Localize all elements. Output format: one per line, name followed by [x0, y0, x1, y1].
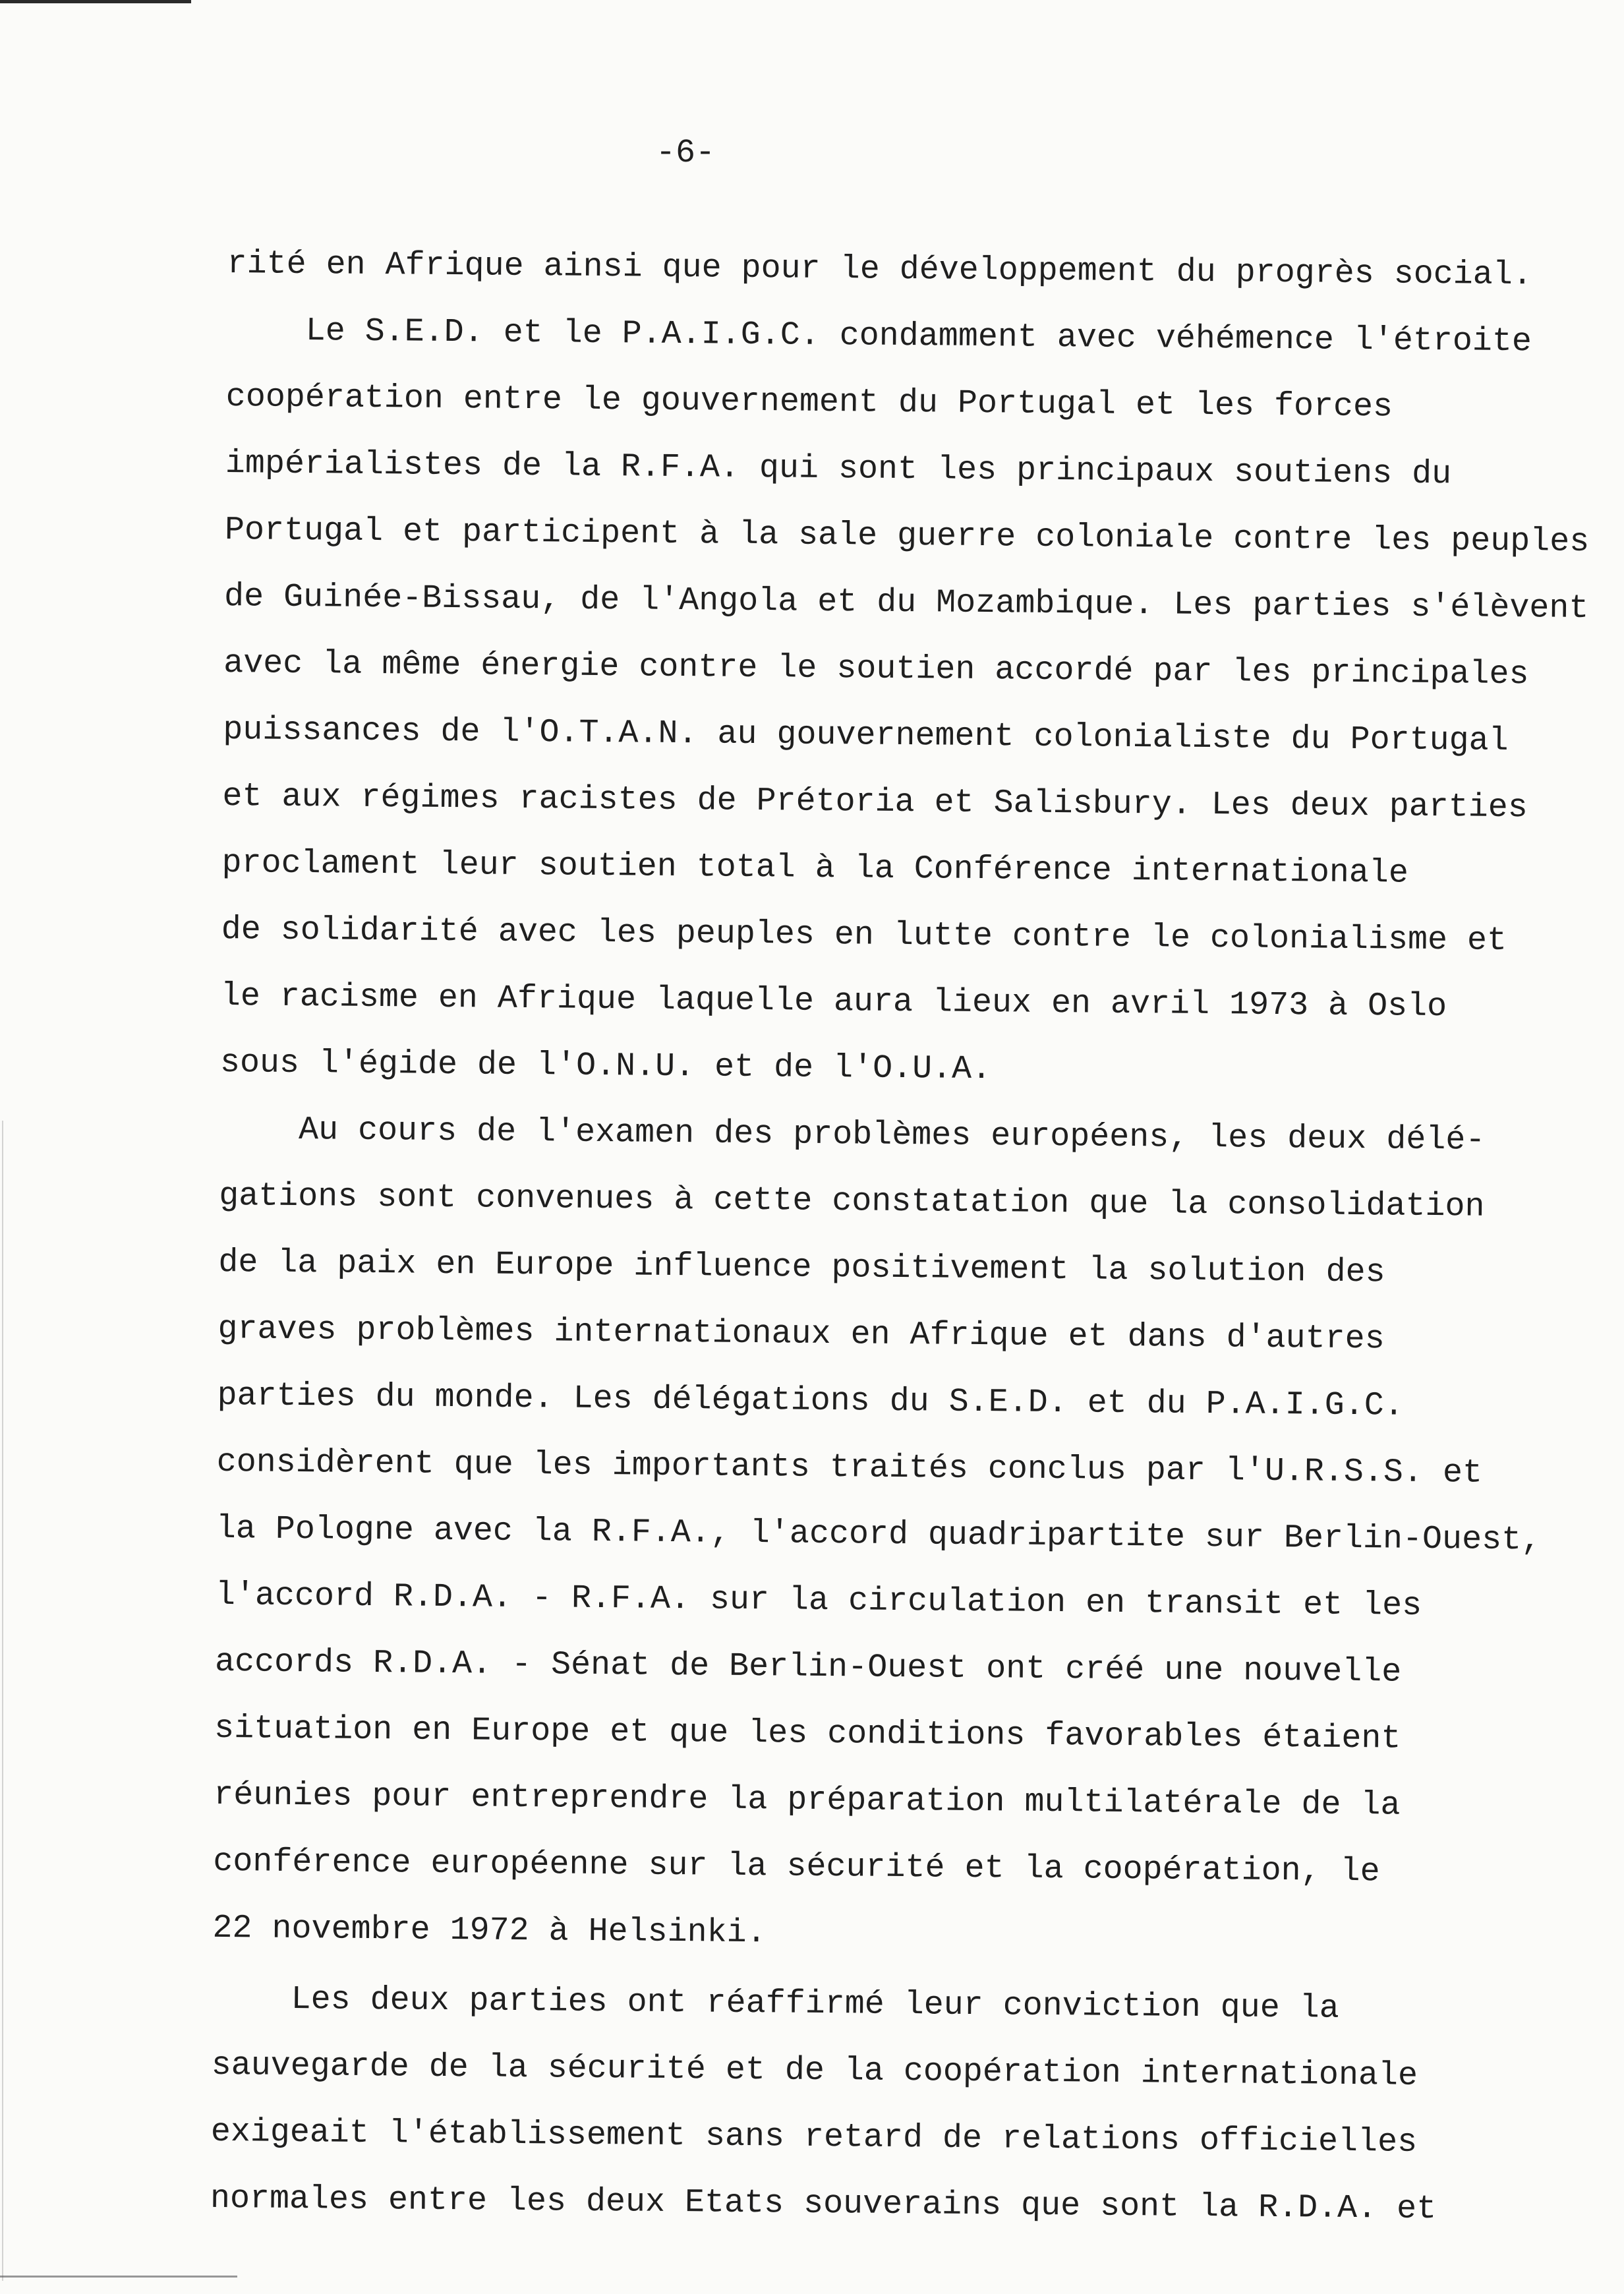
text-line: Le S.E.D. et le P.A.I.G.C. condamment avec véhémence l'étroite	[305, 312, 1532, 361]
text-line: accords R.D.A. - Sénat de Berlin-Ouest ont créé une nouvelle	[214, 1643, 1402, 1691]
scan-edge-bottom	[0, 2276, 237, 2278]
text-line: impérialistes de la R.F.A. qui sont les principaux soutiens du	[225, 444, 1452, 494]
body-text	[210, 231, 1598, 2244]
page-number: -6-	[656, 134, 716, 172]
text-line: coopération entre le gouvernement du Portugal et les forces	[225, 378, 1393, 426]
text-line: de solidarité avec les peuples en lutte contre le colonialisme et	[221, 910, 1507, 960]
scan-edge-left	[2, 1121, 3, 2281]
text-line: le racisme en Afrique laquelle aura lieux en avril 1973 à Oslo	[220, 977, 1447, 1026]
text-line: conférence européenne sur la sécurité et la coopération, le	[213, 1842, 1380, 1891]
text-line: la Pologne avec la R.F.A., l'accord quadripartite sur Berlin-Ouest,	[216, 1510, 1542, 1560]
text-line: gations sont convenues à cette constatation que la consolidation	[218, 1177, 1485, 1226]
text-line: Les deux parties ont réaffirmé leur conviction que la	[291, 1980, 1340, 2028]
text-line: de la paix en Europe influence positivement la solution des	[218, 1243, 1385, 1292]
text-line: parties du monde. Les délégations du S.E.D. et du P.A.I.G.C.	[217, 1376, 1405, 1425]
text-line: 22 novembre 1972 à Helsinki.	[212, 1909, 767, 1953]
text-line: de Guinée-Bissau, de l'Angola et du Mozambique. Les parties s'élèvent	[223, 577, 1589, 628]
text-line: considèrent que les importants traités conclus par l'U.R.S.S. et	[216, 1443, 1483, 1492]
text-line: Portugal et participent à la sale guerre coloniale contre les peuples	[224, 511, 1590, 562]
text-line: graves problèmes internationaux en Afrique et dans d'autres	[218, 1310, 1385, 1359]
text-line: rité en Afrique ainsi que pour le développement du progrès social.	[227, 245, 1533, 295]
paragraph	[227, 231, 1598, 309]
text-line: l'accord R.D.A. - R.F.A. sur la circulation en transit et les	[215, 1576, 1422, 1625]
text-line: avec la même énergie contre le soutien accordé par les principales	[223, 644, 1529, 694]
paragraph	[210, 1966, 1583, 2244]
paragraph	[212, 1096, 1590, 1974]
text-line: et aux régimes racistes de Prétoria et Salisbury. Les deux parties	[222, 777, 1528, 827]
text-line: sauvegarde de la sécurité et de la coopération internationale	[211, 2046, 1418, 2095]
text-line: normales entre les deux Etats souverains que sont la R.D.A. et	[210, 2179, 1437, 2229]
text-line: Au cours de l'examen des problèmes européens, les deux délé-	[298, 1111, 1486, 1160]
text-line: proclament leur soutien total à la Conférence internationale	[221, 844, 1409, 893]
text-line: réunies pour entreprendre la préparation multilatérale de la	[214, 1776, 1401, 1825]
text-line: puissances de l'O.T.A.N. au gouvernement colonialiste du Portugal	[223, 711, 1509, 760]
paragraph	[220, 297, 1598, 1108]
scan-edge-top	[0, 0, 191, 3]
text-line: exigeait l'établissement sans retard de relations officielles	[210, 2113, 1418, 2162]
text-line: situation en Europe et que les conditions favorables étaient	[214, 1709, 1401, 1758]
text-line: sous l'égide de l'O.N.U. et de l'O.U.A.	[219, 1044, 992, 1089]
